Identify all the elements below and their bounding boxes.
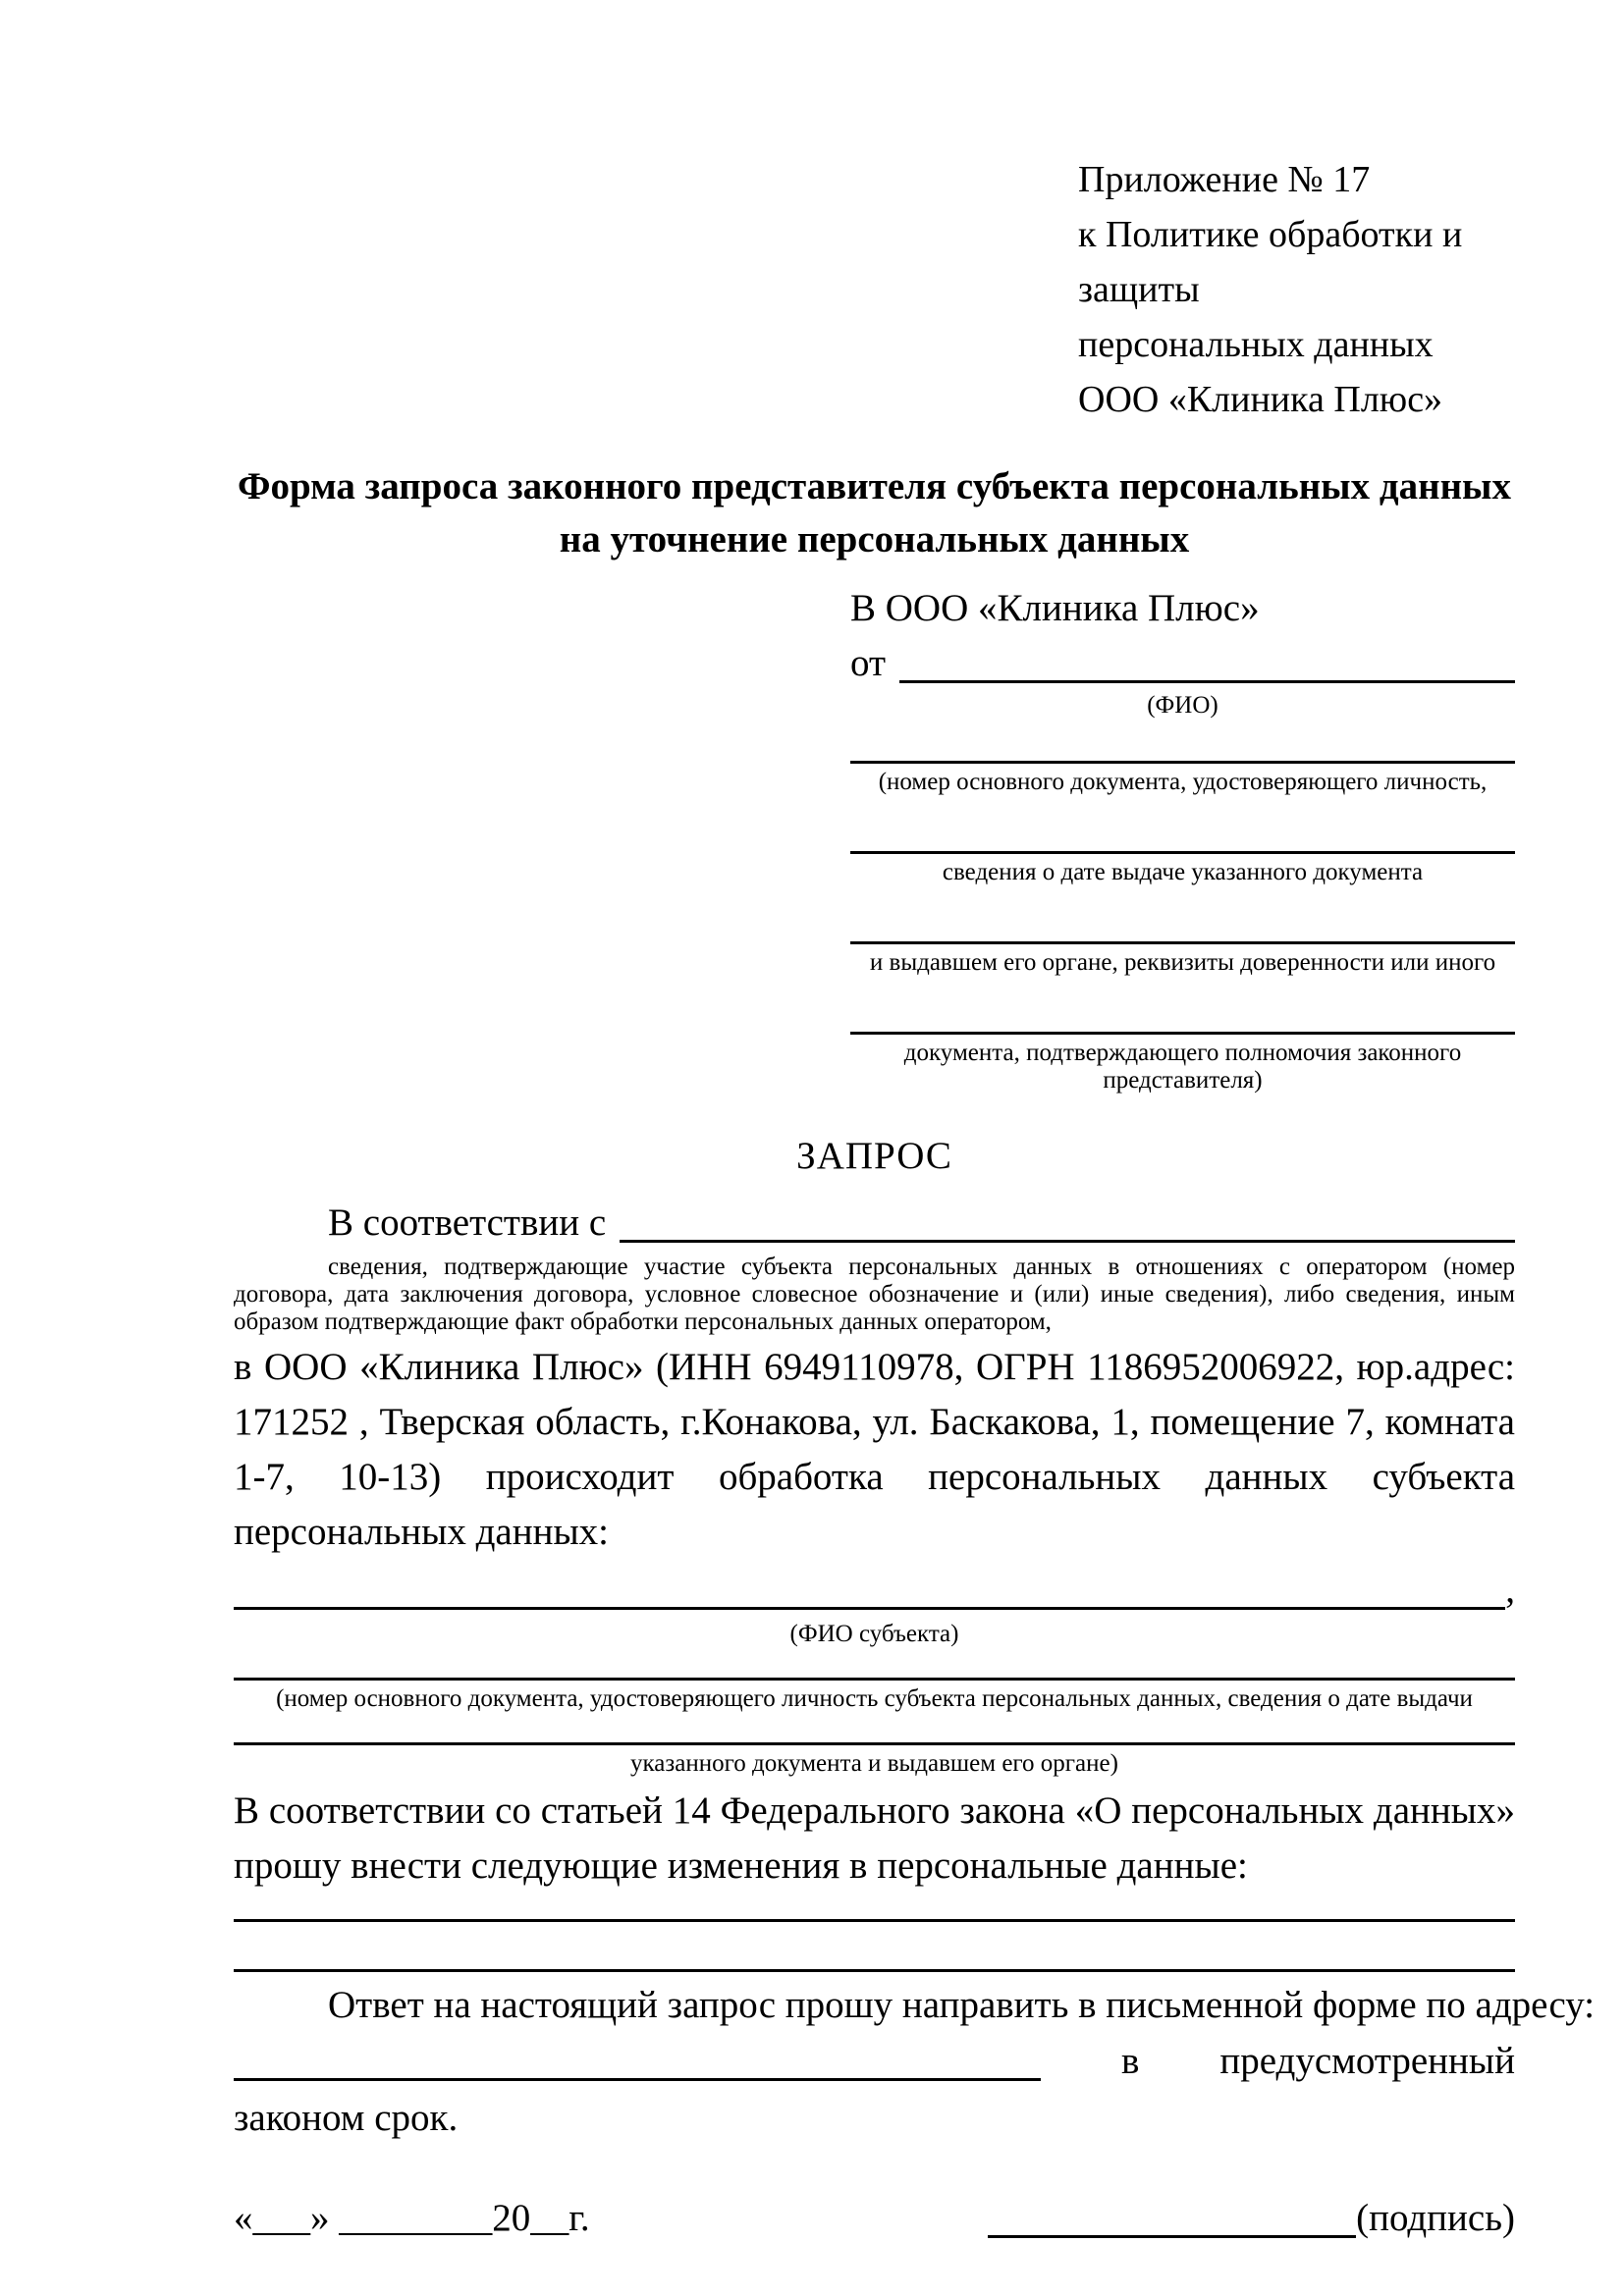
representative-doc-blank-1[interactable] xyxy=(850,761,1515,764)
intro-footnote: сведения, подтверждающие участие субъекта персональных данных в отношениях с оператором (номер договора, дата заключения договора, условное словесное обозначение и (или) иные сведения), либо сведения, иным образом подтверждающие факт обработки персональных данных оператором, xyxy=(234,1254,1515,1335)
intro-prefix: В соответствии с xyxy=(328,1201,607,1244)
signature-field xyxy=(988,2190,1515,2247)
subject-doc-blank-2[interactable] xyxy=(234,1742,1515,1745)
answer-address-line xyxy=(234,2033,1515,2090)
representative-doc-caption-1: (номер основного документа, удостоверяющего личность, xyxy=(878,769,1488,795)
appendix-organization: ООО «Клиника Плюс» xyxy=(1078,379,1443,420)
answer-word-predusmotrennyi: предусмотренный xyxy=(1219,2040,1515,2082)
representative-name-blank[interactable] xyxy=(899,680,1515,683)
signature-caption: (подпись) xyxy=(1356,2197,1515,2239)
addressee-organization: В ООО «Клиника Плюс» xyxy=(850,587,1260,629)
from-line xyxy=(850,635,1515,692)
answer-paragraph-line3: законом срок. xyxy=(234,2097,459,2139)
subject-line-comma: , xyxy=(1505,1569,1515,1611)
document-title-line2: на уточнение персональных данных xyxy=(559,518,1190,561)
answer-word-v: в xyxy=(1121,2040,1140,2082)
request-heading: ЗАПРОС xyxy=(796,1135,952,1177)
operator-paragraph: в ООО «Клиника Плюс» (ИНН 6949110978, ОГРН 1186952006922, юр.адрес: 171252 , Тверская область, г.Конакова, ул. Баскакова, 1, помещение 7, комната 1-7, 10-13) происходит обработка персональных данных субъекта персональных данных: xyxy=(234,1346,1515,1553)
changes-blank-1[interactable] xyxy=(234,1919,1515,1922)
representative-doc-field xyxy=(850,761,1515,796)
representative-doc-field xyxy=(850,1032,1515,1095)
appendix-number: Приложение № 17 xyxy=(1078,159,1371,200)
representative-doc-caption-4: документа, подтверждающего полномочия законного представителя) xyxy=(903,1040,1462,1094)
subject-doc-caption-2: указанного документа и выдавшем его органе) xyxy=(630,1750,1118,1777)
representative-doc-blank-3[interactable] xyxy=(850,941,1515,944)
document-title xyxy=(234,460,1515,566)
signature-blank[interactable] xyxy=(988,2235,1356,2238)
relationship-details-blank[interactable] xyxy=(620,1240,1515,1243)
subject-doc-caption-1: (номер основного документа, удостоверяющего личность субъекта персональных данных, сведения о дате выдачи xyxy=(276,1685,1473,1712)
representative-doc-field xyxy=(850,851,1515,886)
representative-doc-blank-2[interactable] xyxy=(850,851,1515,854)
intro-line xyxy=(234,1195,1515,1252)
representative-doc-field xyxy=(850,941,1515,977)
fio-caption: (ФИО) xyxy=(1147,692,1218,719)
subject-doc-blank-1[interactable] xyxy=(234,1678,1515,1681)
addressee-block xyxy=(850,582,1515,1095)
answer-address-blank[interactable] xyxy=(234,2078,1041,2081)
subject-doc-field xyxy=(234,1742,1515,1778)
subject-doc-field xyxy=(234,1678,1515,1713)
document-title-line1: Форма запроса законного представителя субъекта персональных данных xyxy=(237,465,1512,507)
representative-doc-caption-2: сведения о дате выдаче указанного документа xyxy=(942,859,1424,885)
changes-blank-2[interactable] xyxy=(234,1969,1515,1972)
date-blank[interactable]: «___» ________20__г. xyxy=(234,2197,590,2239)
representative-doc-caption-3: и выдавшем его органе, реквизиты доверенности или иного xyxy=(869,949,1496,976)
appendix-header xyxy=(1078,152,1515,427)
appendix-policy-line2: персональных данных xyxy=(1078,324,1434,365)
amendment-paragraph: В соответствии со статьей 14 Федерального закона «О персональных данных» прошу внести следующие изменения в персональные данные: xyxy=(234,1789,1515,1887)
subject-fio-caption: (ФИО субъекта) xyxy=(789,1621,959,1647)
from-label: от xyxy=(850,642,887,684)
representative-doc-blank-4[interactable] xyxy=(850,1032,1515,1035)
answer-paragraph-line1: Ответ на настоящий запрос прошу направить в письменной форме по адресу: xyxy=(328,1984,1596,2026)
appendix-policy-line1: к Политике обработки и защиты xyxy=(1078,214,1463,310)
subject-fio-blank[interactable] xyxy=(234,1607,1505,1610)
subject-fio-line xyxy=(234,1562,1515,1619)
date-signature-row xyxy=(234,2190,1515,2247)
